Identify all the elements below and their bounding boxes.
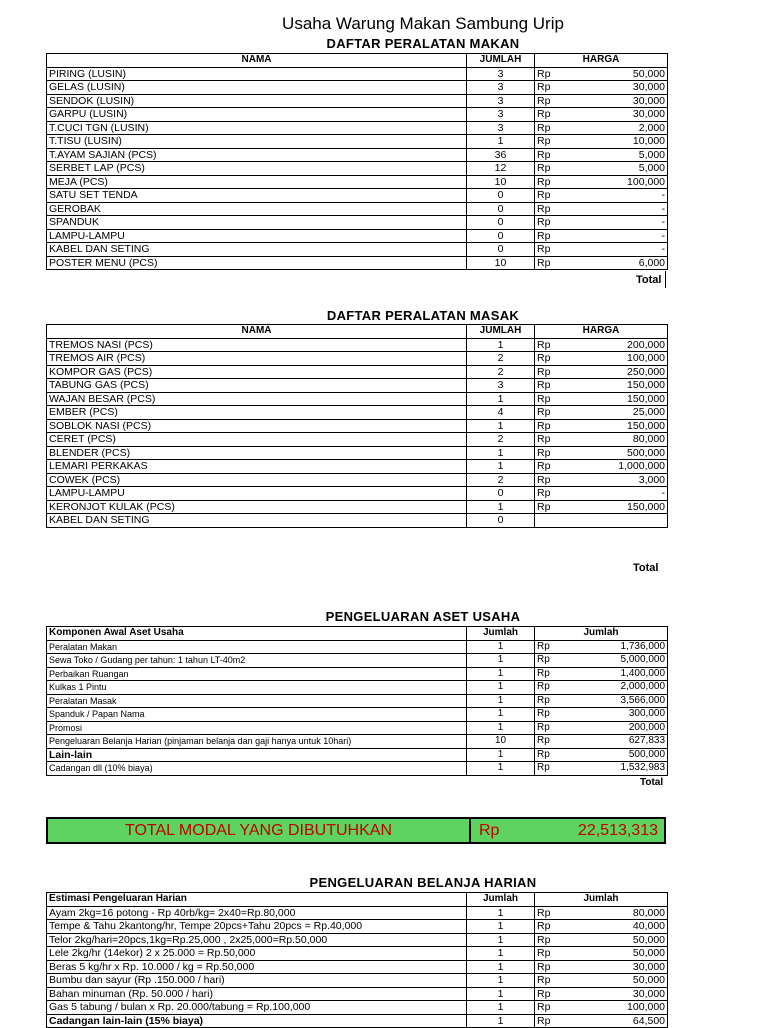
table-row xyxy=(47,392,668,406)
cell-price: 40,000 xyxy=(565,920,668,934)
cell-qty: 1 xyxy=(467,762,535,776)
cell-name: Spanduk / Papan Nama xyxy=(47,708,467,722)
cell-price: 100,000 xyxy=(565,175,668,189)
cell-currency: Rp xyxy=(535,67,565,81)
cell-price: 150,000 xyxy=(565,500,668,514)
cell-price: 64,500 xyxy=(565,1014,668,1028)
table-row xyxy=(47,987,668,1001)
cell-name: EMBER (PCS) xyxy=(47,406,467,420)
table-row xyxy=(47,708,668,722)
table-belanja-harian xyxy=(46,892,668,1028)
cell-name: Lele 2kg/hr (14ekor) 2 x 25.000 = Rp.50,000 xyxy=(47,947,467,961)
table-row xyxy=(47,473,668,487)
table-row xyxy=(47,175,668,189)
cell-name: Ayam 2kg=16 potong - Rp 40rb/kg= 2x40=Rp.80,000 xyxy=(47,906,467,920)
cell-currency: Rp xyxy=(535,974,565,988)
table-peralatan-masak xyxy=(46,324,668,528)
cell-currency: Rp xyxy=(535,748,565,762)
cell-currency: Rp xyxy=(535,229,565,243)
cell-currency: Rp xyxy=(535,365,565,379)
cell-currency: Rp xyxy=(535,202,565,216)
cell-currency: Rp xyxy=(535,694,565,708)
cell-name: KABEL DAN SETING xyxy=(47,243,467,257)
cell-qty: 2 xyxy=(467,433,535,447)
cell-qty: 1 xyxy=(467,654,535,668)
cell-currency: Rp xyxy=(535,920,565,934)
cell-price xyxy=(565,514,668,528)
cell-qty: 3 xyxy=(467,121,535,135)
cell-currency: Rp xyxy=(535,352,565,366)
header-jumlah: JUMLAH xyxy=(467,325,535,339)
cell-name: SPANDUK xyxy=(47,216,467,230)
cell-currency: Rp xyxy=(535,108,565,122)
cell-name: SERBET LAP (PCS) xyxy=(47,162,467,176)
table-row xyxy=(47,229,668,243)
cell-qty: 0 xyxy=(467,514,535,528)
cell-name: Peralatan Masak xyxy=(47,694,467,708)
cell-currency xyxy=(535,514,565,528)
table-row xyxy=(47,721,668,735)
cell-qty: 0 xyxy=(467,189,535,203)
table-row xyxy=(47,108,668,122)
cell-currency: Rp xyxy=(535,121,565,135)
cell-price: 200,000 xyxy=(565,338,668,352)
cell-currency: Rp xyxy=(535,256,565,270)
cell-qty: 10 xyxy=(467,735,535,749)
cell-name: GARPU (LUSIN) xyxy=(47,108,467,122)
header-nama: NAMA xyxy=(47,54,467,68)
cell-name: PIRING (LUSIN) xyxy=(47,67,467,81)
cell-name: LEMARI PERKAKAS xyxy=(47,460,467,474)
cell-name: Tempe & Tahu 2kantong/hr, Tempe 20pcs+Tahu 20pcs = Rp.40,000 xyxy=(47,920,467,934)
total-label-masak: Total xyxy=(633,562,659,574)
cell-qty: 1 xyxy=(467,460,535,474)
cell-name: Cadangan lain-lain (15% biaya) xyxy=(47,1014,467,1028)
cell-name: LAMPU-LAMPU xyxy=(47,487,467,501)
cell-qty: 12 xyxy=(467,162,535,176)
cell-currency: Rp xyxy=(535,189,565,203)
cell-currency: Rp xyxy=(535,667,565,681)
cell-price: 500,000 xyxy=(565,446,668,460)
cell-qty: 1 xyxy=(467,748,535,762)
document-title: Usaha Warung Makan Sambung Urip xyxy=(282,14,564,33)
cell-qty: 4 xyxy=(467,406,535,420)
cell-name: CERET (PCS) xyxy=(47,433,467,447)
cell-currency: Rp xyxy=(535,406,565,420)
cell-name: T.CUCI TGN (LUSIN) xyxy=(47,121,467,135)
table-row xyxy=(47,748,668,762)
header-estimasi: Estimasi Pengeluaran Harian xyxy=(47,893,467,907)
cell-qty: 0 xyxy=(467,216,535,230)
cell-name: T.TISU (LUSIN) xyxy=(47,135,467,149)
cell-currency: Rp xyxy=(535,906,565,920)
table-peralatan-makan xyxy=(46,53,668,270)
table-row xyxy=(47,735,668,749)
cell-price: - xyxy=(565,487,668,501)
cell-qty: 1 xyxy=(467,960,535,974)
table-row xyxy=(47,460,668,474)
cell-currency: Rp xyxy=(535,640,565,654)
cell-price: 300,000 xyxy=(565,708,668,722)
total-modal-amount: 22,513,313 xyxy=(577,821,658,839)
cell-qty: 1 xyxy=(467,667,535,681)
cell-currency: Rp xyxy=(535,681,565,695)
total-modal-currency: Rp xyxy=(479,821,500,839)
header-harga: HARGA xyxy=(535,54,668,68)
cell-qty: 10 xyxy=(467,175,535,189)
cell-name: Perbaikan Ruangan xyxy=(47,667,467,681)
cell-name: KERONJOT KULAK (PCS) xyxy=(47,500,467,514)
cell-qty: 0 xyxy=(467,229,535,243)
cell-price: - xyxy=(565,202,668,216)
cell-qty: 1 xyxy=(467,906,535,920)
cell-currency: Rp xyxy=(535,708,565,722)
cell-price: 150,000 xyxy=(565,379,668,393)
cell-qty: 1 xyxy=(467,500,535,514)
table-row xyxy=(47,487,668,501)
cell-currency: Rp xyxy=(535,1014,565,1028)
table-row xyxy=(47,667,668,681)
table-row xyxy=(47,216,668,230)
cell-name: LAMPU-LAMPU xyxy=(47,229,467,243)
cell-qty: 1 xyxy=(467,1014,535,1028)
cell-qty: 0 xyxy=(467,202,535,216)
cell-qty: 3 xyxy=(467,379,535,393)
cell-name: GELAS (LUSIN) xyxy=(47,81,467,95)
cell-qty: 1 xyxy=(467,446,535,460)
cell-qty: 3 xyxy=(467,81,535,95)
cell-name: KOMPOR GAS (PCS) xyxy=(47,365,467,379)
table-row xyxy=(47,162,668,176)
cell-qty: 1 xyxy=(467,419,535,433)
cell-qty: 1 xyxy=(467,694,535,708)
cell-currency: Rp xyxy=(535,392,565,406)
cell-price: 50,000 xyxy=(565,933,668,947)
cell-name: Lain-lain xyxy=(47,748,467,762)
cell-price: 10,000 xyxy=(565,135,668,149)
table-row xyxy=(47,352,668,366)
cell-name: Bumbu dan sayur (Rp .150.000 / hari) xyxy=(47,974,467,988)
cell-currency: Rp xyxy=(535,735,565,749)
cell-price: 1,000,000 xyxy=(565,460,668,474)
cell-name: Beras 5 kg/hr x Rp. 10.000 / kg = Rp.50,000 xyxy=(47,960,467,974)
cell-name: Sewa Toko / Gudang per tahun: 1 tahun LT-40m2 xyxy=(47,654,467,668)
cell-price: 50,000 xyxy=(565,974,668,988)
cell-name: BLENDER (PCS) xyxy=(47,446,467,460)
cell-price: 5,000,000 xyxy=(565,654,668,668)
table-row xyxy=(47,135,668,149)
cell-qty: 1 xyxy=(467,338,535,352)
cell-price: 30,000 xyxy=(565,987,668,1001)
table-row xyxy=(47,94,668,108)
cell-currency: Rp xyxy=(535,721,565,735)
cell-currency: Rp xyxy=(535,379,565,393)
header-nama: NAMA xyxy=(47,325,467,339)
table-row xyxy=(47,694,668,708)
header-jumlah: Jumlah xyxy=(467,627,535,641)
cell-price: 5,000 xyxy=(565,162,668,176)
table-row xyxy=(47,433,668,447)
cell-price: 150,000 xyxy=(565,419,668,433)
cell-price: 2,000 xyxy=(565,121,668,135)
cell-price: - xyxy=(565,243,668,257)
table-row xyxy=(47,906,668,920)
table-row xyxy=(47,933,668,947)
total-bar xyxy=(665,271,666,288)
cell-currency: Rp xyxy=(535,500,565,514)
cell-qty: 1 xyxy=(467,721,535,735)
table-row xyxy=(47,189,668,203)
cell-qty: 0 xyxy=(467,243,535,257)
table-row xyxy=(47,243,668,257)
section-title-masak: DAFTAR PERALATAN MASAK xyxy=(326,308,520,323)
cell-qty: 0 xyxy=(467,487,535,501)
cell-name: Telor 2kg/hari=20pcs,1kg=Rp.25,000 , 2x25,000=Rp.50,000 xyxy=(47,933,467,947)
cell-qty: 2 xyxy=(467,365,535,379)
cell-currency: Rp xyxy=(535,762,565,776)
table-row xyxy=(47,974,668,988)
table-row xyxy=(47,654,668,668)
cell-currency: Rp xyxy=(535,487,565,501)
cell-currency: Rp xyxy=(535,243,565,257)
section-title-aset: PENGELUARAN ASET USAHA xyxy=(325,609,521,624)
table-row xyxy=(47,640,668,654)
cell-qty: 3 xyxy=(467,94,535,108)
cell-currency: Rp xyxy=(535,1001,565,1015)
cell-currency: Rp xyxy=(535,162,565,176)
cell-price: - xyxy=(565,229,668,243)
cell-currency: Rp xyxy=(535,960,565,974)
table-row xyxy=(47,67,668,81)
cell-qty: 1 xyxy=(467,933,535,947)
cell-price: 50,000 xyxy=(565,947,668,961)
cell-currency: Rp xyxy=(535,473,565,487)
cell-qty: 36 xyxy=(467,148,535,162)
cell-price: 25,000 xyxy=(565,406,668,420)
table-row xyxy=(47,1014,668,1028)
table-row xyxy=(47,514,668,528)
table-row xyxy=(47,338,668,352)
table-row xyxy=(47,681,668,695)
cell-price: - xyxy=(565,189,668,203)
total-label-makan: Total xyxy=(636,274,662,286)
cell-currency: Rp xyxy=(535,216,565,230)
cell-qty: 1 xyxy=(467,392,535,406)
cell-price: 80,000 xyxy=(565,433,668,447)
cell-qty: 3 xyxy=(467,108,535,122)
cell-qty: 1 xyxy=(467,640,535,654)
cell-qty: 1 xyxy=(467,974,535,988)
cell-currency: Rp xyxy=(535,987,565,1001)
cell-currency: Rp xyxy=(535,446,565,460)
cell-currency: Rp xyxy=(535,419,565,433)
cell-currency: Rp xyxy=(535,933,565,947)
section-title-harian: PENGELUARAN BELANJA HARIAN xyxy=(309,875,537,890)
cell-price: 150,000 xyxy=(565,392,668,406)
cell-qty: 1 xyxy=(467,708,535,722)
cell-currency: Rp xyxy=(535,135,565,149)
cell-currency: Rp xyxy=(535,338,565,352)
cell-currency: Rp xyxy=(535,175,565,189)
table-row xyxy=(47,960,668,974)
header-jumlah: Jumlah xyxy=(467,893,535,907)
table-row xyxy=(47,947,668,961)
table-row xyxy=(47,1001,668,1015)
cell-name: Pengeluaran Belanja Harian (pinjaman belanja dan gaji hanya untuk 10hari) xyxy=(47,735,467,749)
cell-name: TABUNG GAS (PCS) xyxy=(47,379,467,393)
cell-name: WAJAN BESAR (PCS) xyxy=(47,392,467,406)
cell-price: 1,736,000 xyxy=(565,640,668,654)
table-row xyxy=(47,419,668,433)
cell-name: Bahan minuman (Rp. 50.000 / hari) xyxy=(47,987,467,1001)
table-row xyxy=(47,920,668,934)
cell-price: 627,833 xyxy=(565,735,668,749)
cell-name: MEJA (PCS) xyxy=(47,175,467,189)
total-modal-box xyxy=(46,817,666,844)
table-row xyxy=(47,81,668,95)
header-jumlah: JUMLAH xyxy=(467,54,535,68)
cell-name: GEROBAK xyxy=(47,202,467,216)
cell-name: KABEL DAN SETING xyxy=(47,514,467,528)
table-row xyxy=(47,121,668,135)
cell-price: 50,000 xyxy=(565,67,668,81)
cell-name: SENDOK (LUSIN) xyxy=(47,94,467,108)
total-modal-label: TOTAL MODAL YANG DIBUTUHKAN xyxy=(48,819,471,842)
cell-qty: 1 xyxy=(467,920,535,934)
cell-name: COWEK (PCS) xyxy=(47,473,467,487)
cell-price: - xyxy=(565,216,668,230)
cell-qty: 2 xyxy=(467,352,535,366)
cell-qty: 1 xyxy=(467,1001,535,1015)
cell-name: Gas 5 tabung / bulan x Rp. 20.000/tabung = Rp.100,000 xyxy=(47,1001,467,1015)
cell-name: Kulkas 1 Pintu xyxy=(47,681,467,695)
cell-qty: 1 xyxy=(467,987,535,1001)
cell-price: 3,000 xyxy=(565,473,668,487)
table-row xyxy=(47,379,668,393)
cell-price: 6,000 xyxy=(565,256,668,270)
cell-price: 3,566,000 xyxy=(565,694,668,708)
header-komponen: Komponen Awal Aset Usaha xyxy=(47,627,467,641)
cell-name: T.AYAM SAJIAN (PCS) xyxy=(47,148,467,162)
cell-price: 1,400,000 xyxy=(565,667,668,681)
cell-name: Peralatan Makan xyxy=(47,640,467,654)
cell-price: 5,000 xyxy=(565,148,668,162)
cell-price: 2,000,000 xyxy=(565,681,668,695)
cell-name: SOBLOK NASI (PCS) xyxy=(47,419,467,433)
cell-qty: 1 xyxy=(467,135,535,149)
table-row xyxy=(47,365,668,379)
cell-price: 30,000 xyxy=(565,108,668,122)
cell-name: TREMOS AIR (PCS) xyxy=(47,352,467,366)
cell-name: POSTER MENU (PCS) xyxy=(47,256,467,270)
cell-name: Cadangan dll (10% biaya) xyxy=(47,762,467,776)
table-row xyxy=(47,202,668,216)
cell-currency: Rp xyxy=(535,947,565,961)
total-label-aset: Total xyxy=(640,777,664,788)
cell-qty: 10 xyxy=(467,256,535,270)
cell-currency: Rp xyxy=(535,433,565,447)
table-aset-usaha xyxy=(46,626,668,776)
cell-price: 30,000 xyxy=(565,81,668,95)
cell-price: 80,000 xyxy=(565,906,668,920)
cell-currency: Rp xyxy=(535,94,565,108)
table-row xyxy=(47,500,668,514)
header-jumlah-harga: Jumlah xyxy=(535,627,668,641)
cell-currency: Rp xyxy=(535,148,565,162)
cell-price: 100,000 xyxy=(565,352,668,366)
cell-qty: 1 xyxy=(467,681,535,695)
table-row xyxy=(47,446,668,460)
header-jumlah-harga: Jumlah xyxy=(535,893,668,907)
table-row xyxy=(47,762,668,776)
table-row xyxy=(47,406,668,420)
cell-price: 100,000 xyxy=(565,1001,668,1015)
cell-currency: Rp xyxy=(535,81,565,95)
cell-price: 500,000 xyxy=(565,748,668,762)
cell-price: 30,000 xyxy=(565,94,668,108)
cell-name: Promosi xyxy=(47,721,467,735)
cell-currency: Rp xyxy=(535,654,565,668)
cell-price: 200,000 xyxy=(565,721,668,735)
cell-price: 1,532,983 xyxy=(565,762,668,776)
cell-price: 250,000 xyxy=(565,365,668,379)
section-title-makan: DAFTAR PERALATAN MAKAN xyxy=(326,36,520,51)
cell-qty: 3 xyxy=(467,67,535,81)
cell-qty: 1 xyxy=(467,947,535,961)
header-harga: HARGA xyxy=(535,325,668,339)
table-row xyxy=(47,148,668,162)
cell-name: SATU SET TENDA xyxy=(47,189,467,203)
cell-qty: 2 xyxy=(467,473,535,487)
cell-name: TREMOS NASI (PCS) xyxy=(47,338,467,352)
cell-price: 30,000 xyxy=(565,960,668,974)
cell-currency: Rp xyxy=(535,460,565,474)
table-row xyxy=(47,256,668,270)
